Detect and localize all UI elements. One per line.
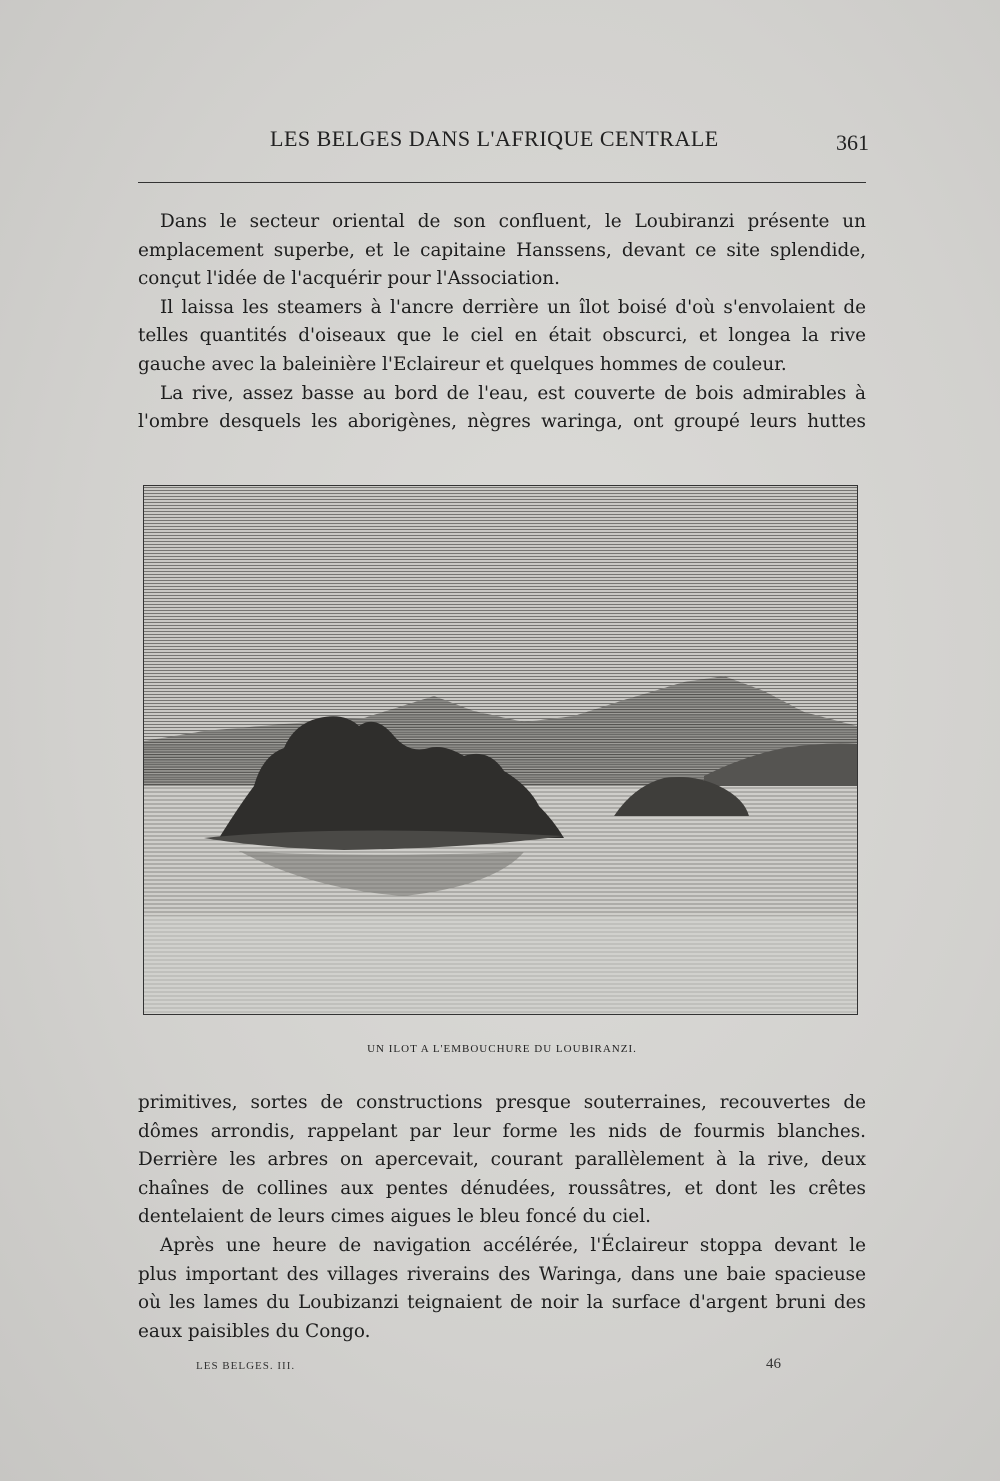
text-line: l'ombre desquels les aborigènes, nègres waringa, ont groupé leurs huttes (138, 411, 866, 433)
text-line: primitives, sortes de constructions presque souterraines, recouvertes de (138, 1092, 866, 1113)
running-title: LES BELGES DANS L'AFRIQUE CENTRALE (270, 126, 719, 151)
text-line: gauche avec la baleinière l'Eclaireur et quelques hommes de couleur. (138, 353, 787, 375)
signature-mark: LES BELGES. III. (196, 1360, 296, 1372)
engraving-illustration (143, 485, 858, 1015)
text-line: dentelaient de leurs cimes aigues le bleu foncé du ciel. (138, 1206, 651, 1228)
text-line: chaînes de collines aux pentes dénudées, roussâtres, et dont les crêtes (138, 1177, 866, 1199)
text-line: dômes arrondis, rappelant par leur forme les nids de fourmis blanches. (138, 1120, 866, 1142)
island-engraving (144, 486, 857, 1014)
text-line: Après une heure de navigation accélérée, l'Éclaireur stoppa devant le (160, 1234, 866, 1256)
text-line: où les lames du Loubizanzi teignaient de noir la surface d'argent bruni des (138, 1292, 866, 1314)
text-line: plus important des villages riverains des Waringa, dans une baie spacieuse (138, 1263, 866, 1285)
text-line: Dans le secteur oriental de son confluent, le Loubiranzi présente un (160, 211, 866, 232)
text-line: Derrière les arbres on apercevait, courant parallèlement à la rive, deux (138, 1149, 866, 1171)
figure-caption: UN ILOT A L'EMBOUCHURE DU LOUBIRANZI. (367, 1043, 637, 1055)
text-line: eaux paisibles du Congo. (138, 1320, 371, 1342)
text-line: telles quantités d'oiseaux que le ciel en était obscurci, et longea la rive (138, 325, 866, 347)
page-number: 361 (836, 130, 869, 155)
sheet-number: 46 (766, 1356, 781, 1372)
text-block-top (138, 208, 866, 437)
text-block-bottom (138, 1089, 866, 1346)
header-rule (138, 182, 866, 183)
text-line: conçut l'idée de l'acquérir pour l'Association. (138, 268, 560, 290)
text-line: La rive, assez basse au bord de l'eau, est couverte de bois admirables à (160, 382, 866, 404)
text-line: Il laissa les steamers à l'ancre derrière un îlot boisé d'où s'envolaient de (160, 296, 866, 318)
text-line: emplacement superbe, et le capitaine Hanssens, devant ce site splendide, (138, 239, 866, 261)
